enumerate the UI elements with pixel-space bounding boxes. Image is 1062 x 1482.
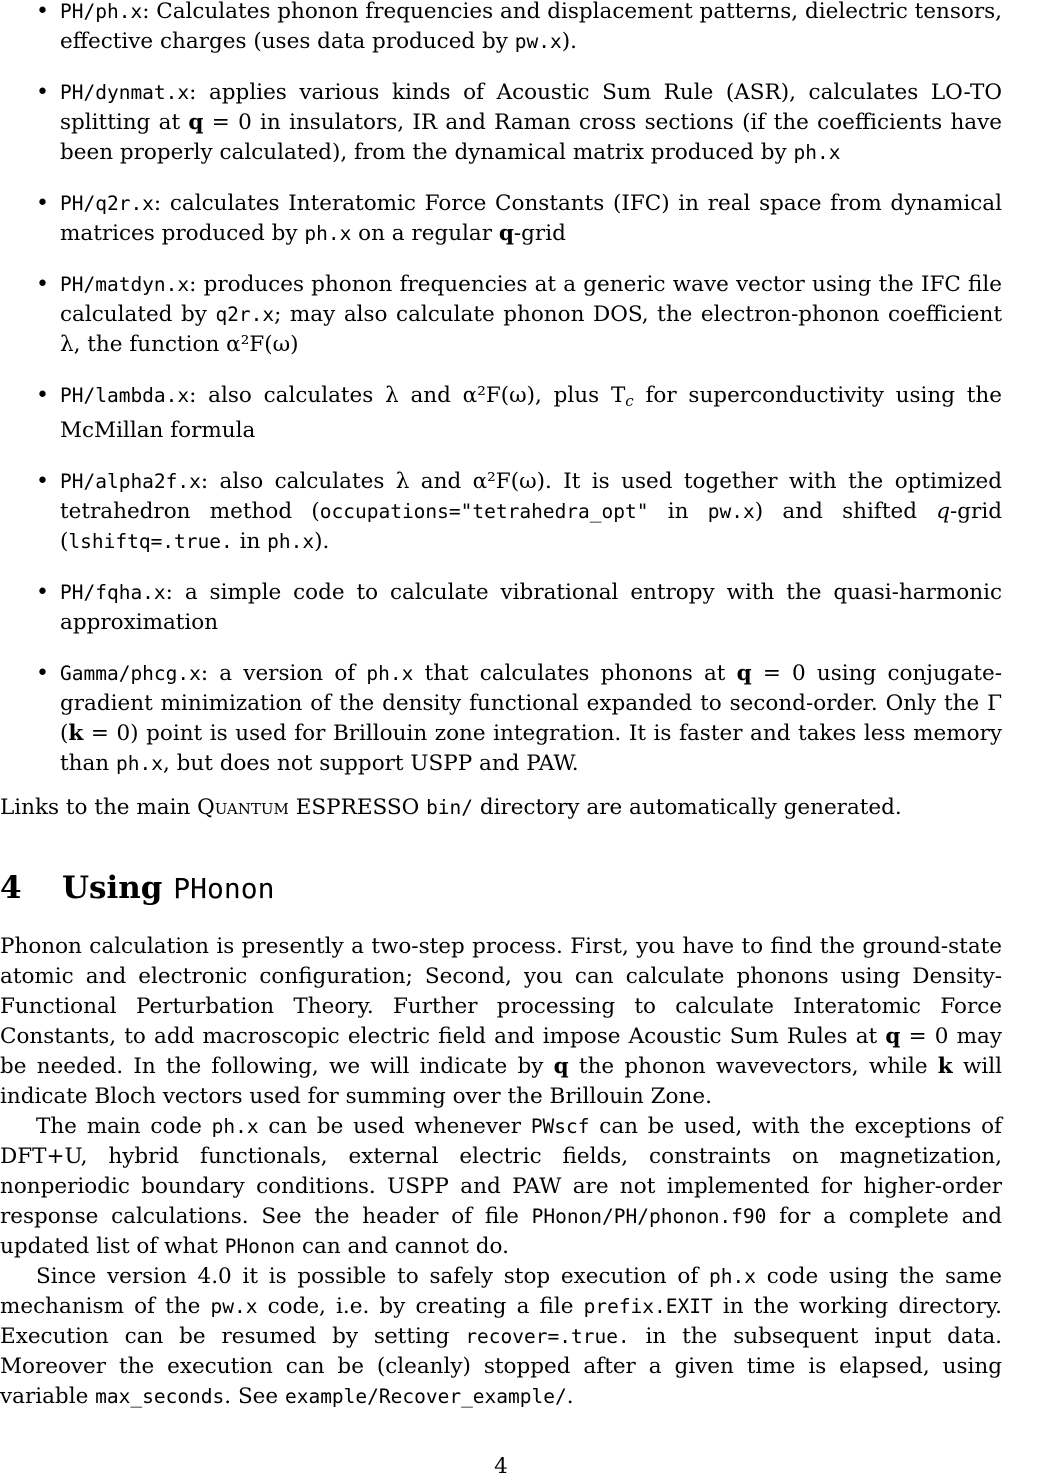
program-name: PH/matdyn.x: [60, 273, 190, 296]
list-item: • PH/ph.x: Calculates phonon frequencies and displacement patterns, dielectric tensors, effective charges (uses data produced by pw.x).: [0, 0, 1002, 57]
program-name: PH/q2r.x: [60, 192, 154, 215]
list-item: • PH/matdyn.x: produces phonon frequencies at a generic wave vector using the IFC file calculated by q2r.x; may also calculate phonon DOS, the electron-phonon coefficient λ, the function α²F(ω): [0, 270, 1002, 360]
paragraph: The main code ph.x can be used whenever PWscf can be used, with the exceptions of DFT+U, hybrid functionals, external electric fields, constraints on magnetization, nonperiodic boundary conditions. USPP and PAW are not implemented for higher-order response calculations. See the header of file PHonon/PH/phonon.f90 for a complete and updated list of what PHonon can and cannot do.: [0, 1114, 1002, 1259]
program-name: PH/ph.x: [60, 0, 143, 23]
list-item: • PH/fqha.x: a simple code to calculate vibrational entropy with the quasi-harmonic approximation: [0, 578, 1002, 638]
program-name: PH/lambda.x: [60, 384, 190, 407]
list-item: • PH/alpha2f.x: also calculates λ and α²F(ω). It is used together with the optimized tetrahedron method (occupations="tetrahedra_opt" in pw.x) and shifted q-grid (lshiftq=.true. in ph.x).: [0, 467, 1002, 557]
paragraph: Phonon calculation is presently a two-step process. First, you have to find the ground-state atomic and electronic configuration; Second, you can calculate phonons using Density-Functional Perturbation Theory. Further processing to calculate Interatomic Force Constants, to add macroscopic electric field and impose Acoustic Sum Rules at q = 0 may be needed. In the following, we will indicate by q the phonon wavevectors, while k will indicate Bloch vectors used for summing over the Brillouin Zone.: [0, 934, 1002, 1109]
program-name: PH/dynmat.x: [60, 81, 190, 104]
paragraph: Since version 4.0 it is possible to safely stop execution of ph.x code using the same mechanism of the pw.x code, i.e. by creating a file prefix.EXIT in the working directory. Execution can be resumed by setting recover=.true. in the subsequent input data. Moreover the execution can be (cleanly) stopped after a given time is elapsed, using variable max_seconds. See example/Recover_example/.: [0, 1264, 1003, 1409]
section-number: 4: [0, 870, 22, 906]
program-name: Gamma/phcg.x: [60, 662, 201, 685]
links-note: Links to the main Quantum ESPRESSO bin/ directory are automatically generated.: [0, 795, 902, 820]
list-item: • PH/dynmat.x: applies various kinds of Acoustic Sum Rule (ASR), calculates LO-TO splitting at q = 0 in insulators, IR and Raman cross sections (if the coefficients have been properly calculated), from the dynamical matrix produced by ph.x: [0, 78, 1002, 168]
page-number: 4: [494, 1454, 508, 1479]
section-title-word: Using: [62, 870, 163, 906]
program-name: PH/alpha2f.x: [60, 470, 201, 493]
list-item: • PH/lambda.x: also calculates λ and α²F(ω), plus Tc for superconductivity using the McMillan formula: [0, 381, 1002, 446]
program-name: PH/fqha.x: [60, 581, 166, 604]
section-title-code: PHonon: [173, 872, 275, 905]
list-item: • PH/q2r.x: calculates Interatomic Force Constants (IFC) in real space from dynamical matrices produced by ph.x on a regular q-grid: [0, 189, 1002, 249]
section-body: [0, 932, 1002, 1412]
list-item: • Gamma/phcg.x: a version of ph.x that calculates phonons at q = 0 using conjugate-gradient minimization of the density functional expanded to second-order. Only the Γ (k = 0) point is used for Brillouin zone integration. It is faster and takes less memory than ph.x, but does not support USPP and PAW.: [0, 659, 1002, 779]
section-heading: [0, 866, 274, 911]
